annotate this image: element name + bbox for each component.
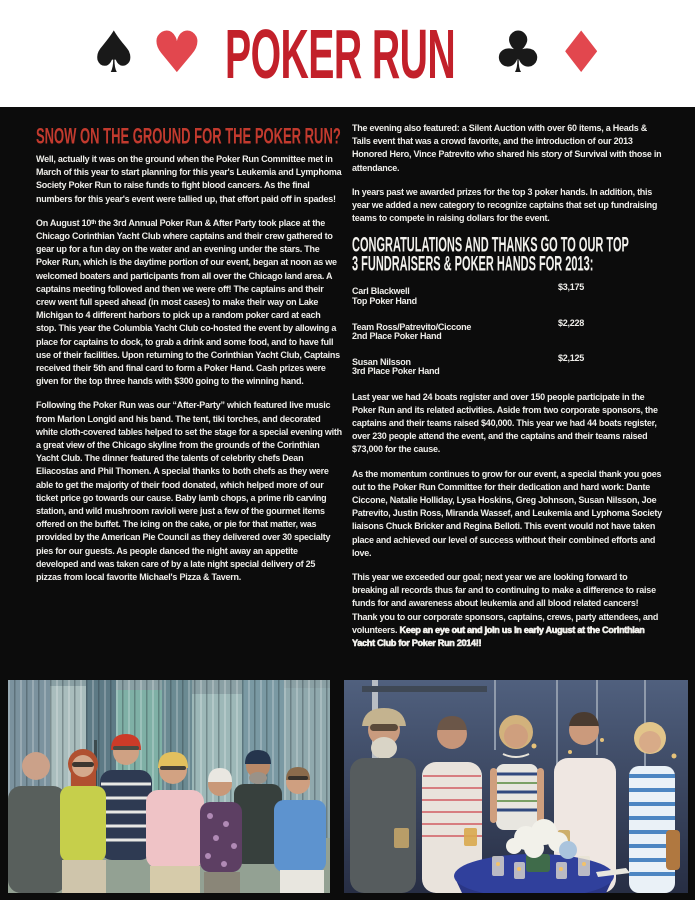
paragraph-committee-thanks: As the momentum continues to grow for our event, a special thank you goes out to the Poker Run Committee for their dedication and hard work: Dante Ciccone, Natalie Holliday, Lysa Hoskins, Greg Johnson, Susan Nilsson, Joe Patrevito, Justin Ross, Miranda Wassef, and Leukemia and Lyphoma Society liaisons Chuck Bricker and Regina Belloti. This event would not have taken place and achieved our level of success without their combined efforts and love.: [352, 468, 662, 558]
fundraiser-entry: [352, 281, 662, 307]
photo-evening-party: [344, 680, 688, 893]
photo-daytime-group: [8, 680, 330, 893]
fundraiser-name: Team Ross/Patrevito/Ciccone: [352, 321, 472, 332]
heading-congrats-line1: CONGRATULATIONS AND THANKS GO TO OUR TOP: [352, 233, 629, 257]
page-title: [224, 14, 471, 93]
fundraiser-place: 3rd Place Poker Hand: [352, 366, 440, 377]
photo-strip: [8, 680, 688, 893]
club-icon: ♣: [492, 20, 544, 86]
page-title-text: POKER RUN: [224, 14, 455, 93]
fundraiser-entry: [352, 317, 662, 343]
section-heading-snow: [36, 122, 342, 150]
section-heading-congratulations: [352, 233, 662, 276]
diamond-icon: ♦: [555, 20, 607, 86]
fundraiser-name: Susan Nilsson: [352, 357, 411, 368]
heading-congrats-line2: 3 FUNDRAISERS & POKER HANDS FOR 2013:: [352, 252, 594, 276]
paragraph-poker-run-day: On August 10ᵗʰ the 3rd Annual Poker Run & After Party took place at the Chicago Corinthian Yacht Club where captains and their crew gathered to gear up for a fun day on the water and an evening under the stars. The Poker Run, which is the daytime portion of our event, began at noon as we welcomed boaters and participants from all over the Chicago land area. A captains meeting followed and then we were off! The captains and their crew went full speed ahead (in most cases) to make their way on Lake Michigan to 4 different harbors to pick up a random poker card at each stop. This year the Columbia Yacht Club co-hosted the event by allowing a place for captains to dock, to grab a drink and some food, and to have full use of their facilities. Upon returning to the Corinthian Yacht Club, Captains received their 5th and final card to form a Poker Hand. Cash prizes were given for the top three hands with $300 going to the winning hand.: [36, 217, 340, 387]
fundraiser-name: Carl Blackwell: [352, 286, 410, 297]
closing-bold-text: Keep an eye out and join us in early August at the Corinthian Yacht Club for Poker Run 2014!!: [352, 624, 645, 649]
fundraiser-amount: $2,228: [558, 317, 585, 328]
left-column: [36, 122, 342, 680]
right-column: [352, 122, 662, 680]
section-heading-snow-text: SNOW ON THE GROUND FOR THE POKER RUN?: [36, 124, 341, 150]
paragraph-evening-features: The evening also featured: a Silent Auction with over 60 items, a Heads & Tails event that was a crowd favorite, and the introduction of our 2013 Honored Hero, Vince Patrevito who shared his story of Survival with those in attendance.: [352, 123, 662, 173]
fundraiser-amount: $2,125: [558, 353, 585, 364]
fundraiser-place: Top Poker Hand: [352, 295, 417, 306]
paragraph-intro: Well, actually it was on the ground when the Poker Run Committee met in March of this year to start planning for this year's Leukemia and Lymphoma Society Poker Run to raise funds to fight blood cancers. As the final numbers for this year's event were tallied up, that effort paid off in spades!: [36, 154, 342, 204]
closing-text: This year we exceeded our goal; next year we are looking forward to breaking all records thus far and to continuing to make a difference to raise funds for and awareness about leukemia and all blood related cancers! Thank you to our corporate sponsors, captains, crews, party attendees, and volunteers.: [352, 572, 659, 635]
fundraiser-list: [352, 281, 662, 378]
fundraiser-entry: [352, 352, 662, 378]
spade-icon: ♠: [88, 20, 140, 86]
masthead: [0, 0, 695, 107]
fundraiser-place: 2nd Place Poker Hand: [352, 331, 442, 341]
paragraph-after-party: Following the Poker Run was our “After-Party” which featured live music from Marlon Longid and his band. The tent, tiki torches, and decorated white cloth-covered tables helped to set the stage for a special evening with a great view of the Chicago skyline from the grounds of the Corinthian Yacht Club. The dinner featured the talents of celebrity chefs Dean Eliacostas and Phil Thomen. A special thanks to both chefs as they were able to get the majority of their food donated, which helped more of our ticket price go towards our cause. Baby lamb chops, a prime rib carving station, and wild mushroom ravioli were just a few of the gourmet items offered on the buffet. The icing on the cake, or pie for that matter, was provided by the American Pie Council as they delivered over 30 specialty pies for our guests. As people danced the night away an appetite developed and was taken care of by a late night special delivery of 25 pizzas from local favorite Michael's Pizza & Tavern.: [36, 400, 342, 583]
heart-icon: ♥: [151, 20, 203, 86]
fundraiser-amount: $3,175: [558, 282, 585, 293]
paragraph-prizes: In years past we awarded prizes for the top 3 poker hands. In addition, this year we added a new category to recognize captains that set up fundraising teams to compete in raising dollars for the event.: [352, 186, 658, 224]
paragraph-closing: [352, 571, 662, 650]
paragraph-stats: Last year we had 24 boats register and over 150 people participate in the Poker Run and its related activities. Aside from two corporate sponsors, the captains and their teams raised $40,000. This year we had 44 boats register, over 230 people attend the event, and the captains and their teams raised $73,000 for the cause.: [352, 391, 658, 455]
